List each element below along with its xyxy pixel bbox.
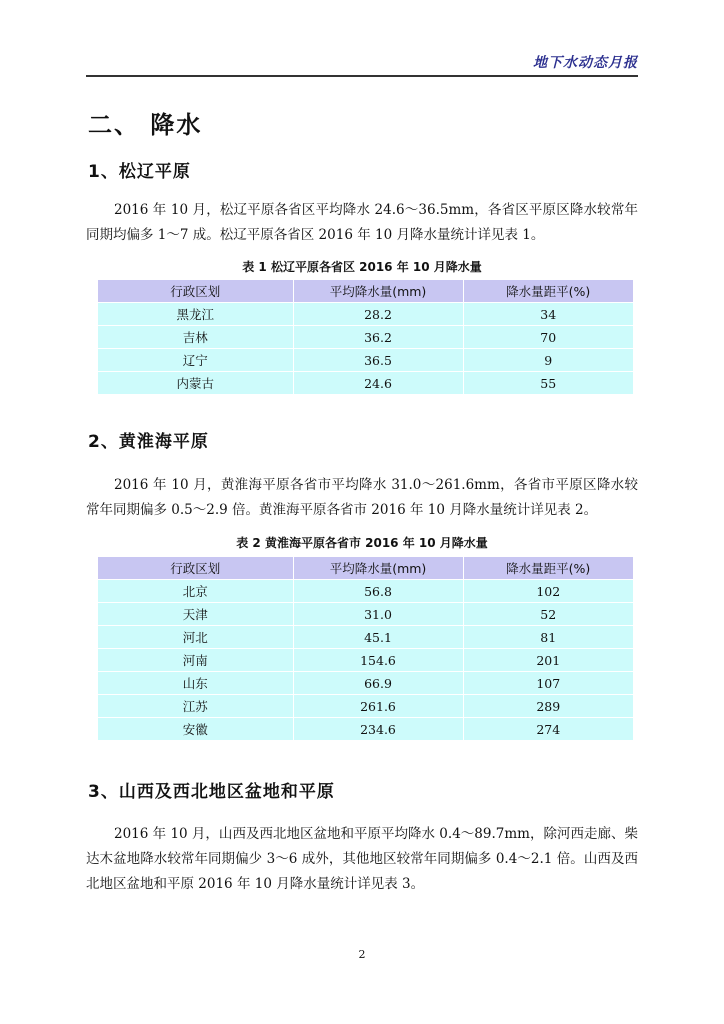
table-row (98, 672, 633, 695)
table-cell: 289 (463, 695, 633, 718)
table-row (98, 649, 633, 672)
table-cell: 154.6 (293, 649, 463, 672)
table-cell: 河北 (98, 626, 293, 649)
table-cell: 河南 (98, 649, 293, 672)
report-title: 地下水动态月报 (533, 55, 638, 71)
section-heading-3: 3、山西及西北地区盆地和平原 (88, 782, 335, 802)
table-cell: 34 (463, 303, 633, 326)
precipitation-table-2 (98, 557, 633, 741)
table-row (98, 695, 633, 718)
table-cell: 31.0 (293, 603, 463, 626)
table-cell: 102 (463, 580, 633, 603)
page-number: 2 (358, 948, 366, 961)
table-row (98, 580, 633, 603)
table-row (98, 718, 633, 741)
section-heading-1: 1、松辽平原 (88, 162, 191, 182)
table-header-row (98, 280, 633, 303)
table-cell: 52 (463, 603, 633, 626)
precipitation-table-1 (98, 280, 633, 395)
section-paragraph-3: 2016 年 10 月，山西及西北地区盆地和平原平均降水 0.4～89.7mm，除河西走廊、柴达木盆地降水较常年同期偏少 3～6 成外，其他地区较常年同期偏多 0.4～2.1 倍。山西及西北地区盆地和平原 2016 年 10 月降水量统计详见表 3。 (86, 826, 638, 892)
column-header: 降水量距平(%) (463, 280, 633, 303)
table-cell: 261.6 (293, 695, 463, 718)
table-cell: 吉林 (98, 326, 293, 349)
column-header: 降水量距平(%) (463, 557, 633, 580)
table-cell: 黑龙江 (98, 303, 293, 326)
table-cell: 36.5 (293, 349, 463, 372)
column-header: 平均降水量(mm) (293, 557, 463, 580)
table-row (98, 603, 633, 626)
table-header-row (98, 557, 633, 580)
table-caption-1: 表 1 松辽平原各省区 2016 年 10 月降水量 (242, 260, 482, 274)
table-cell: 70 (463, 326, 633, 349)
chapter-title: 二、 降水 (88, 111, 203, 139)
table-cell: 36.2 (293, 326, 463, 349)
table-cell: 9 (463, 349, 633, 372)
table-cell: 安徽 (98, 718, 293, 741)
table-cell: 山东 (98, 672, 293, 695)
table-cell: 201 (463, 649, 633, 672)
table-row (98, 303, 633, 326)
section-heading-2: 2、黄淮海平原 (88, 432, 209, 452)
table-cell: 24.6 (293, 372, 463, 395)
section-paragraph-2: 2016 年 10 月，黄淮海平原各省市平均降水 31.0～261.6mm，各省市平原区降水较常年同期偏多 0.5～2.9 倍。黄淮海平原各省市 2016 年 10 月降水量统计详见表 2。 (86, 477, 638, 518)
table-cell: 81 (463, 626, 633, 649)
table-cell: 107 (463, 672, 633, 695)
table-caption-2: 表 2 黄淮海平原各省市 2016 年 10 月降水量 (236, 536, 488, 550)
column-header: 行政区划 (98, 557, 293, 580)
table-cell: 北京 (98, 580, 293, 603)
table-row (98, 326, 633, 349)
table-cell: 66.9 (293, 672, 463, 695)
table-cell: 45.1 (293, 626, 463, 649)
table-cell: 56.8 (293, 580, 463, 603)
section-paragraph-1: 2016 年 10 月，松辽平原各省区平均降水 24.6～36.5mm，各省区平原区降水较常年同期均偏多 1～7 成。松辽平原各省区 2016 年 10 月降水量统计详见表 1。 (86, 202, 638, 243)
table-cell: 辽宁 (98, 349, 293, 372)
table-cell: 江苏 (98, 695, 293, 718)
table-cell: 内蒙古 (98, 372, 293, 395)
column-header: 行政区划 (98, 280, 293, 303)
table-row (98, 349, 633, 372)
table-cell: 234.6 (293, 718, 463, 741)
table-cell: 55 (463, 372, 633, 395)
column-header: 平均降水量(mm) (293, 280, 463, 303)
header-divider (86, 75, 638, 77)
table-cell: 28.2 (293, 303, 463, 326)
table-row (98, 626, 633, 649)
table-cell: 274 (463, 718, 633, 741)
table-cell: 天津 (98, 603, 293, 626)
table-row (98, 372, 633, 395)
